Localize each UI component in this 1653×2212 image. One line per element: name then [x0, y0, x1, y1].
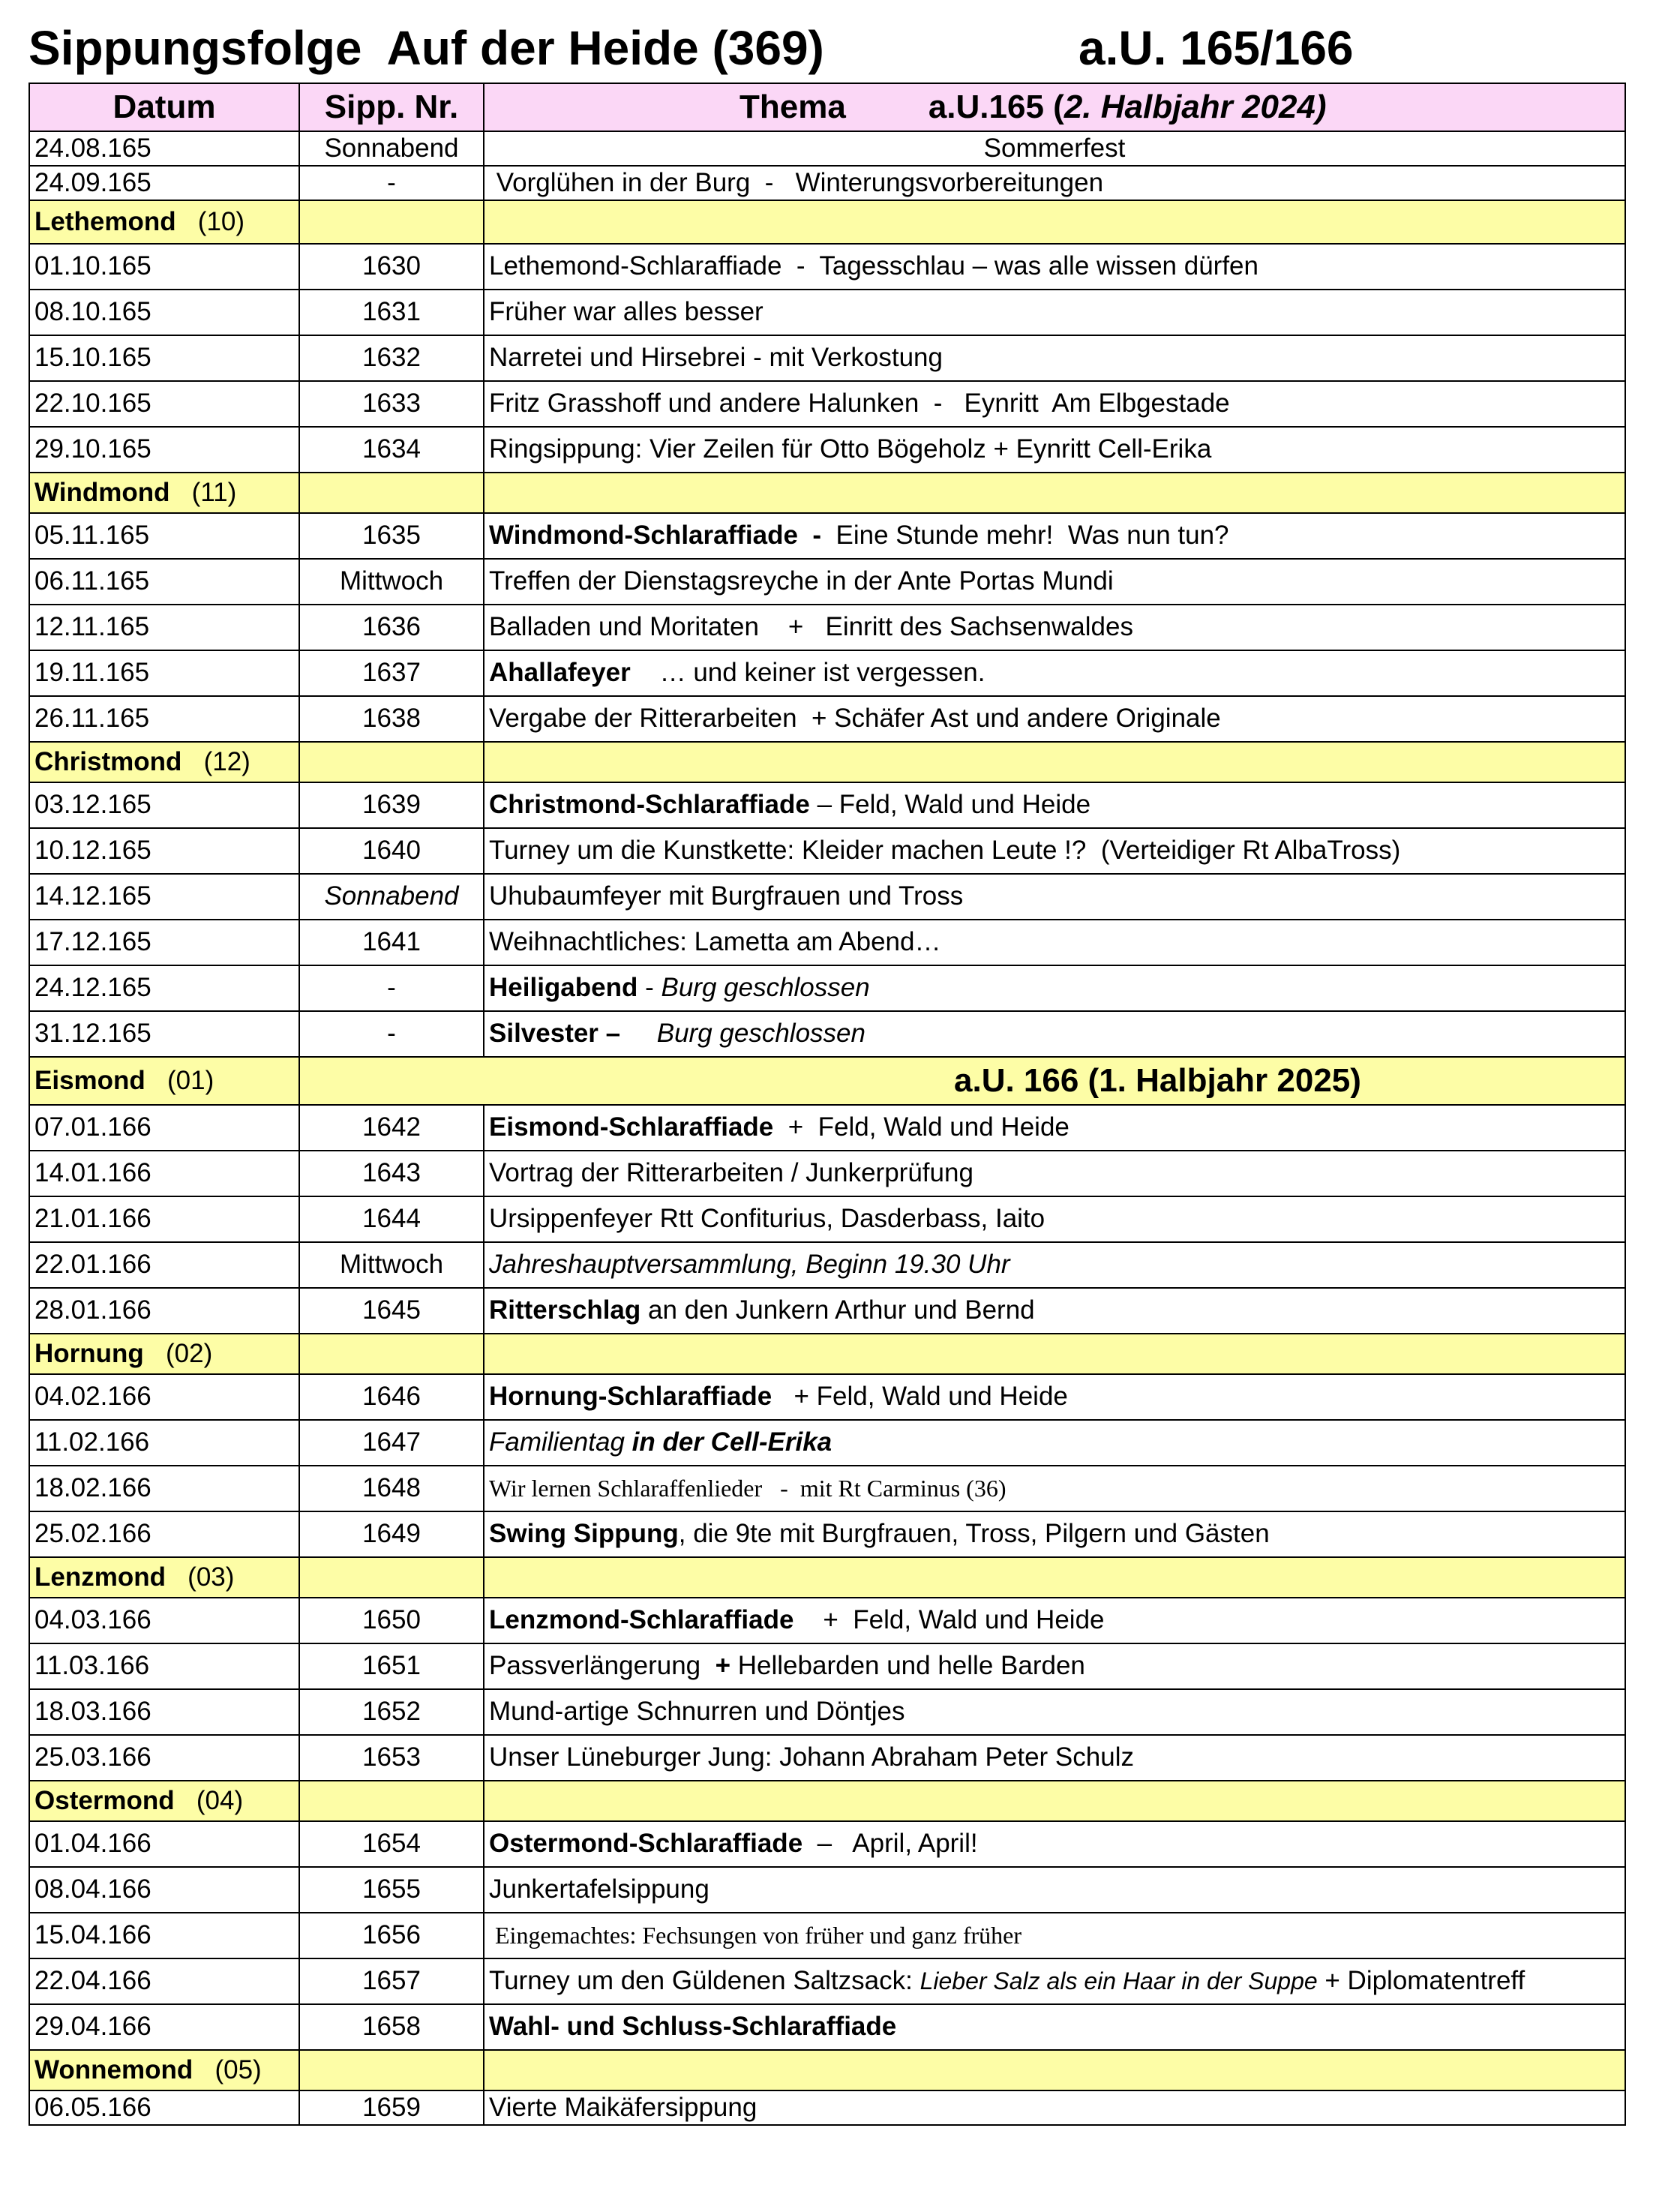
month-name-cell — [29, 1781, 299, 1821]
table-row — [29, 513, 1625, 559]
thema-cell — [484, 1735, 1625, 1781]
month-name-cell — [29, 1557, 299, 1598]
month-thema-cell — [484, 1057, 1625, 1105]
table-row — [29, 605, 1625, 650]
month-empty-cell — [299, 742, 484, 782]
month-number: (05) — [214, 2054, 262, 2084]
month-empty-cell — [299, 1057, 484, 1105]
datum-cell: 21.01.166 — [29, 1196, 299, 1242]
thema-text: in der Cell-Erika — [624, 1427, 832, 1457]
table-row — [29, 166, 1625, 200]
datum-cell: 22.01.166 — [29, 1242, 299, 1288]
header-thema — [484, 83, 1625, 131]
thema-cell — [484, 2004, 1625, 2050]
thema-cell — [484, 1511, 1625, 1557]
sipp-nr-cell: 1630 — [299, 244, 484, 290]
datum-cell: 24.09.165 — [29, 166, 299, 200]
thema-cell — [484, 874, 1625, 920]
thema-text: Vorglühen in der Burg - Winterungsvorbereitungen — [489, 167, 1104, 197]
month-row — [29, 200, 1625, 244]
thema-text: Passverlängerung — [489, 1651, 716, 1681]
table-row — [29, 1466, 1625, 1511]
thema-text: Burg geschlossen — [656, 1019, 866, 1049]
thema-cell — [484, 696, 1625, 742]
thema-cell — [484, 1643, 1625, 1689]
month-row — [29, 1557, 1625, 1598]
thema-text: Turney um den Güldenen Saltzsack: — [489, 1966, 920, 1996]
month-name-cell — [29, 2050, 299, 2090]
thema-text: Windmond-Schlaraffiade - — [489, 521, 822, 551]
datum-cell: 01.10.165 — [29, 244, 299, 290]
datum-cell: 12.11.165 — [29, 605, 299, 650]
thema-text: Burg geschlossen — [661, 973, 870, 1003]
month-name-cell — [29, 742, 299, 782]
table-row — [29, 696, 1625, 742]
sipp-nr-cell: 1645 — [299, 1288, 484, 1334]
thema-cell — [484, 513, 1625, 559]
thema-cell — [484, 1151, 1625, 1196]
datum-cell: 14.01.166 — [29, 1151, 299, 1196]
thema-cell — [484, 1288, 1625, 1334]
sipp-nr-cell: 1646 — [299, 1374, 484, 1420]
table-row — [29, 1821, 1625, 1867]
month-number: (12) — [203, 746, 250, 776]
sipp-nr-cell: 1639 — [299, 782, 484, 828]
sipp-nr-cell: 1637 — [299, 650, 484, 696]
month-number: (11) — [191, 477, 237, 507]
thema-cell — [484, 381, 1625, 427]
table-row — [29, 920, 1625, 965]
thema-text: - — [638, 973, 662, 1003]
thema-text: + — [715, 1651, 731, 1681]
thema-cell — [484, 965, 1625, 1011]
thema-cell — [484, 1958, 1625, 2004]
month-empty-cell — [299, 473, 484, 513]
datum-cell: 15.10.165 — [29, 335, 299, 381]
datum-cell: 31.12.165 — [29, 1011, 299, 1057]
month-name-cell — [29, 200, 299, 244]
datum-cell: 19.11.165 — [29, 650, 299, 696]
thema-text: Lenzmond-Schlaraffiade — [489, 1605, 794, 1635]
table-row — [29, 874, 1625, 920]
sipp-nr-cell: 1631 — [299, 290, 484, 335]
month-empty-cell — [299, 1557, 484, 1598]
month-empty-cell — [299, 200, 484, 244]
sipp-nr-cell: 1636 — [299, 605, 484, 650]
sipp-nr-cell: 1632 — [299, 335, 484, 381]
thema-text: Familientag — [489, 1427, 625, 1457]
thema-cell — [484, 166, 1625, 200]
table-row — [29, 1374, 1625, 1420]
month-thema-cell — [484, 1334, 1625, 1374]
datum-cell: 01.04.166 — [29, 1821, 299, 1867]
sipp-nr-cell: Sonnabend — [299, 874, 484, 920]
sipp-nr-cell: 1644 — [299, 1196, 484, 1242]
datum-cell: 11.02.166 — [29, 1420, 299, 1466]
datum-cell: 05.11.165 — [29, 513, 299, 559]
sipp-nr-cell: 1635 — [299, 513, 484, 559]
thema-cell — [484, 131, 1625, 166]
month-empty-cell — [299, 2050, 484, 2090]
month-thema-cell — [484, 200, 1625, 244]
thema-text: Eingemachtes: Fechsungen von früher und ganz früher — [489, 1922, 1022, 1949]
month-number: (10) — [197, 206, 245, 236]
datum-cell: 07.01.166 — [29, 1105, 299, 1151]
datum-cell: 06.11.165 — [29, 559, 299, 605]
thema-cell — [484, 559, 1625, 605]
month-row — [29, 1334, 1625, 1374]
datum-cell: 04.02.166 — [29, 1374, 299, 1420]
title-main: Sippungsfolge Auf der Heide (369) — [28, 21, 824, 75]
thema-cell — [484, 244, 1625, 290]
thema-text: Unser Lüneburger Jung: Johann Abraham Peter Schulz — [489, 1742, 1134, 1772]
month-name-cell — [29, 1334, 299, 1374]
table-row — [29, 828, 1625, 874]
month-row — [29, 742, 1625, 782]
month-row — [29, 1057, 1625, 1105]
thema-text: Früher war alles besser — [489, 297, 764, 327]
thema-cell — [484, 1374, 1625, 1420]
thema-text: Wir lernen Schlaraffenlieder - mit Rt Carminus (36) — [489, 1475, 1006, 1502]
datum-cell: 26.11.165 — [29, 696, 299, 742]
sipp-nr-cell: 1638 — [299, 696, 484, 742]
datum-cell: 18.02.166 — [29, 1466, 299, 1511]
table-row — [29, 782, 1625, 828]
thema-cell — [484, 605, 1625, 650]
thema-text: Balladen und Moritaten + Einritt des Sachsenwaldes — [489, 612, 1133, 642]
header-datum: Datum — [29, 83, 299, 131]
schedule-body — [29, 131, 1625, 2125]
thema-cell — [484, 1420, 1625, 1466]
datum-cell: 10.12.165 — [29, 828, 299, 874]
month-name-cell — [29, 1057, 299, 1105]
sipp-nr-cell: Mittwoch — [299, 1242, 484, 1288]
table-row — [29, 1242, 1625, 1288]
sipp-nr-cell: 1640 — [299, 828, 484, 874]
table-row — [29, 650, 1625, 696]
thema-text: Christmond-Schlaraffiade — [489, 790, 810, 820]
table-row — [29, 1011, 1625, 1057]
sipp-nr-cell: 1648 — [299, 1466, 484, 1511]
datum-cell: 22.04.166 — [29, 1958, 299, 2004]
thema-text: Eismond-Schlaraffiade — [489, 1112, 774, 1142]
sipp-nr-cell: 1652 — [299, 1689, 484, 1735]
datum-cell: 06.05.166 — [29, 2090, 299, 2125]
thema-text: Turney um die Kunstkette: Kleider machen Leute !? (Verteidiger Rt AlbaTross) — [489, 836, 1401, 866]
thema-cell — [484, 1913, 1625, 1958]
month-name: Lethemond — [34, 206, 176, 236]
sipp-nr-cell: 1633 — [299, 381, 484, 427]
table-row — [29, 1867, 1625, 1913]
table-row — [29, 335, 1625, 381]
month-empty-cell — [299, 1334, 484, 1374]
month-thema-cell — [484, 742, 1625, 782]
table-row — [29, 290, 1625, 335]
table-row — [29, 2090, 1625, 2125]
thema-cell — [484, 1011, 1625, 1057]
sipp-nr-cell: Mittwoch — [299, 559, 484, 605]
sipp-nr-cell: 1654 — [299, 1821, 484, 1867]
month-row — [29, 473, 1625, 513]
thema-text: Swing Sippung — [489, 1519, 679, 1549]
thema-cell — [484, 782, 1625, 828]
month-name: Ostermond — [34, 1785, 175, 1815]
sipp-nr-cell: 1642 — [299, 1105, 484, 1151]
thema-text: … und keiner ist vergessen. — [630, 658, 986, 688]
month-name: Wonnemond — [34, 2054, 194, 2084]
thema-cell — [484, 2090, 1625, 2125]
thema-cell — [484, 427, 1625, 473]
sipp-nr-cell: 1634 — [299, 427, 484, 473]
header-sipp-nr: Sipp. Nr. — [299, 83, 484, 131]
sipp-nr-cell: Sonnabend — [299, 131, 484, 166]
thema-text: an den Junkern Arthur und Bernd — [640, 1295, 1035, 1325]
sipp-nr-cell: 1641 — [299, 920, 484, 965]
sipp-nr-cell: 1657 — [299, 1958, 484, 2004]
table-row — [29, 1913, 1625, 1958]
schedule-table — [28, 83, 1626, 2126]
thema-text: Lieber Salz als ein Haar in der Suppe — [920, 1967, 1318, 1995]
thema-text: Treffen der Dienstagsreyche in der Ante Portas Mundi — [489, 566, 1114, 596]
sipp-nr-cell: 1651 — [299, 1643, 484, 1689]
thema-text: Hornung-Schlaraffiade — [489, 1382, 772, 1412]
sipp-nr-cell: 1649 — [299, 1511, 484, 1557]
sipp-nr-cell: - — [299, 1011, 484, 1057]
table-row — [29, 1288, 1625, 1334]
thema-text: – April, April! — [802, 1829, 978, 1859]
datum-cell: 29.10.165 — [29, 427, 299, 473]
month-row — [29, 1781, 1625, 1821]
thema-text: Weihnachtliches: Lametta am Abend… — [489, 927, 941, 957]
datum-cell: 17.12.165 — [29, 920, 299, 965]
datum-cell: 24.08.165 — [29, 131, 299, 166]
datum-cell: 22.10.165 — [29, 381, 299, 427]
thema-text: Lethemond-Schlaraffiade - Tagesschlau – was alle wissen dürfen — [489, 251, 1258, 281]
datum-cell: 15.04.166 — [29, 1913, 299, 1958]
table-header-row — [29, 83, 1625, 131]
month-thema-cell — [484, 473, 1625, 513]
table-row — [29, 1151, 1625, 1196]
header-thema-au: a.U.165 ( — [928, 88, 1064, 125]
datum-cell: 28.01.166 — [29, 1288, 299, 1334]
thema-text: Ahallafeyer — [489, 658, 631, 688]
thema-text — [620, 1019, 657, 1048]
thema-text: Narretei und Hirsebrei - mit Verkostung — [489, 343, 943, 373]
sipp-nr-cell: 1658 — [299, 2004, 484, 2050]
datum-cell: 08.10.165 — [29, 290, 299, 335]
thema-text: – Feld, Wald und Heide — [809, 790, 1091, 820]
month-number: (03) — [188, 1562, 235, 1592]
table-row — [29, 1420, 1625, 1466]
table-row — [29, 559, 1625, 605]
thema-text: Mund-artige Schnurren und Döntjes — [489, 1697, 905, 1727]
month-name: Windmond — [34, 477, 170, 507]
thema-cell — [484, 920, 1625, 965]
thema-cell — [484, 650, 1625, 696]
table-row — [29, 1511, 1625, 1557]
month-name: Lenzmond — [34, 1562, 166, 1592]
thema-text: Ringsippung: Vier Zeilen für Otto Bögeholz + Eynritt Cell-Erika — [489, 434, 1212, 464]
table-row — [29, 1598, 1625, 1643]
sipp-nr-cell: 1647 — [299, 1420, 484, 1466]
table-row — [29, 1196, 1625, 1242]
thema-cell — [484, 1689, 1625, 1735]
thema-cell — [484, 1821, 1625, 1867]
month-name: Eismond — [34, 1065, 146, 1095]
thema-text: Jahreshauptversammlung, Beginn 19.30 Uhr — [489, 1250, 1010, 1280]
month-empty-cell — [299, 1781, 484, 1821]
thema-cell — [484, 335, 1625, 381]
thema-text: Fritz Grasshoff und andere Halunken - Eynritt Am Elbgestade — [489, 389, 1230, 419]
datum-cell: 11.03.166 — [29, 1643, 299, 1689]
thema-text: Wahl- und Schluss-Schlaraffiade — [489, 2012, 897, 2042]
thema-cell — [484, 290, 1625, 335]
datum-cell: 29.04.166 — [29, 2004, 299, 2050]
month-number: (02) — [165, 1338, 213, 1368]
sipp-nr-cell: 1659 — [299, 2090, 484, 2125]
month-thema-cell — [484, 1557, 1625, 1598]
table-row — [29, 381, 1625, 427]
sipp-nr-cell: 1643 — [299, 1151, 484, 1196]
thema-text: + Feld, Wald und Heide — [773, 1112, 1070, 1142]
header-thema-label: Thema — [740, 88, 846, 125]
thema-text: Sommerfest — [983, 133, 1126, 163]
table-row — [29, 131, 1625, 166]
month-name-cell — [29, 473, 299, 513]
datum-cell: 04.03.166 — [29, 1598, 299, 1643]
sipp-nr-cell: 1655 — [299, 1867, 484, 1913]
sipp-nr-cell: 1653 — [299, 1735, 484, 1781]
thema-text: + Feld, Wald und Heide — [794, 1605, 1105, 1635]
month-name: Hornung — [34, 1338, 144, 1368]
sipp-nr-cell: 1650 — [299, 1598, 484, 1643]
thema-cell — [484, 1105, 1625, 1151]
thema-cell — [484, 828, 1625, 874]
month-thema-cell — [484, 1781, 1625, 1821]
thema-text: Vierte Maikäfersippung — [489, 2092, 758, 2122]
thema-cell — [484, 1867, 1625, 1913]
sipp-nr-cell: 1656 — [299, 1913, 484, 1958]
thema-text: + Diplomatentreff — [1317, 1966, 1526, 1996]
datum-cell: 03.12.165 — [29, 782, 299, 828]
table-row — [29, 427, 1625, 473]
thema-text: Uhubaumfeyer mit Burgfrauen und Tross — [489, 881, 964, 911]
table-row — [29, 1105, 1625, 1151]
table-row — [29, 244, 1625, 290]
table-row — [29, 1735, 1625, 1781]
month-row — [29, 2050, 1625, 2090]
datum-cell: 25.03.166 — [29, 1735, 299, 1781]
table-row — [29, 965, 1625, 1011]
datum-cell: 24.12.165 — [29, 965, 299, 1011]
thema-cell — [484, 1466, 1625, 1511]
thema-text: , die 9te mit Burgfrauen, Tross, Pilgern und Gästen — [678, 1519, 1270, 1549]
sipp-nr-cell: - — [299, 965, 484, 1011]
table-row — [29, 2004, 1625, 2050]
half-year-heading: a.U. 166 (1. Halbjahr 2025) — [954, 1061, 1361, 1099]
thema-cell — [484, 1242, 1625, 1288]
thema-text: Vergabe der Ritterarbeiten + Schäfer Ast und andere Originale — [489, 704, 1221, 734]
page-title — [28, 20, 1354, 77]
month-thema-cell — [484, 2050, 1625, 2090]
datum-cell: 25.02.166 — [29, 1511, 299, 1557]
month-number: (01) — [166, 1065, 214, 1095]
thema-text: Ursippenfeyer Rtt Confiturius, Dasderbass, Iaito — [489, 1204, 1046, 1234]
thema-text: + Feld, Wald und Heide — [772, 1382, 1068, 1412]
thema-text: Silvester – — [489, 1019, 621, 1049]
header-thema-halbjahr: 2. Halbjahr 2024) — [1064, 88, 1327, 125]
month-name: Christmond — [34, 746, 182, 776]
thema-text: Eine Stunde mehr! Was nun tun? — [821, 521, 1229, 551]
thema-text: Ritterschlag — [489, 1295, 641, 1325]
datum-cell: 14.12.165 — [29, 874, 299, 920]
datum-cell: 08.04.166 — [29, 1867, 299, 1913]
table-row — [29, 1958, 1625, 2004]
datum-cell: 18.03.166 — [29, 1689, 299, 1735]
month-number: (04) — [196, 1785, 244, 1815]
thema-text: Vortrag der Ritterarbeiten / Junkerprüfung — [489, 1158, 974, 1188]
table-row — [29, 1689, 1625, 1735]
thema-cell — [484, 1196, 1625, 1242]
title-year-range: a.U. 165/166 — [1078, 21, 1354, 75]
thema-text: Junkertafelsippung — [489, 1874, 710, 1904]
table-row — [29, 1643, 1625, 1689]
thema-cell — [484, 1598, 1625, 1643]
thema-text: Hellebarden und helle Barden — [730, 1651, 1085, 1681]
thema-text: Heiligabend — [489, 973, 638, 1003]
sipp-nr-cell: - — [299, 166, 484, 200]
thema-text: Ostermond-Schlaraffiade — [489, 1829, 803, 1859]
